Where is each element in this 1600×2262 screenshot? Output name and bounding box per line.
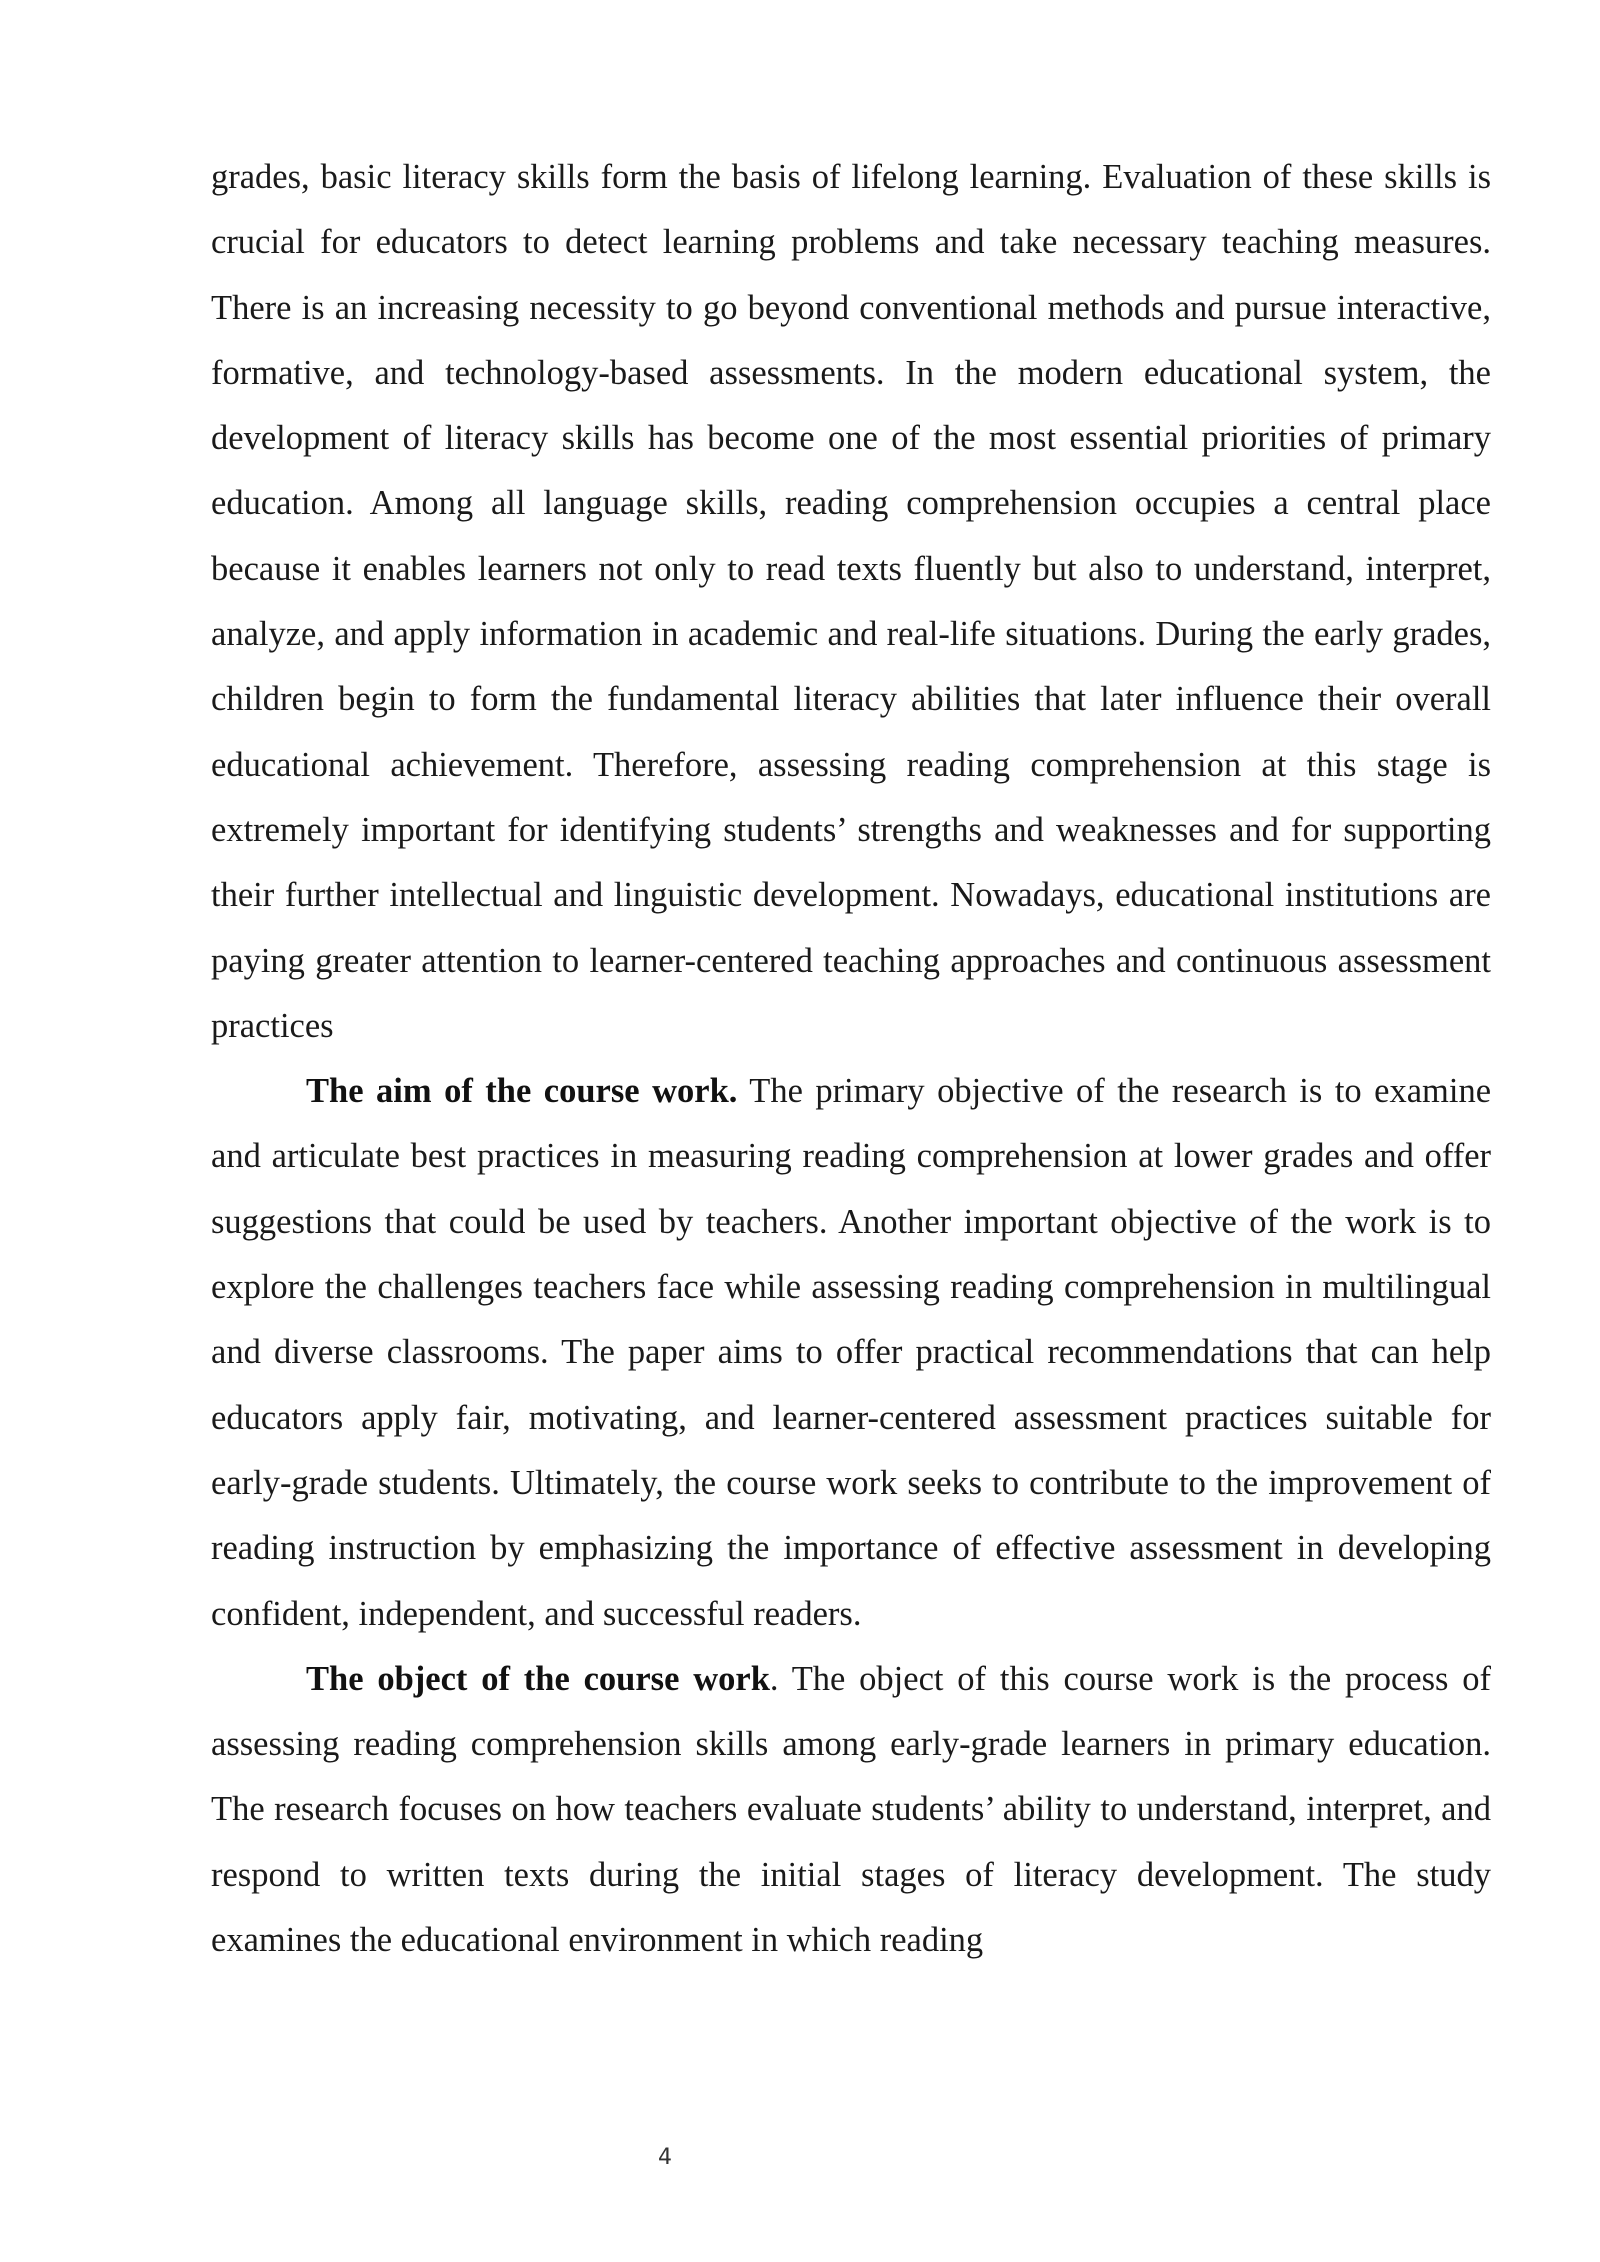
- body-text: [211, 145, 1491, 1973]
- aim-heading: The aim of the course work.: [306, 1072, 738, 1111]
- object-heading: The object of the course work: [306, 1659, 770, 1698]
- paragraph-text: grades, basic literacy skills form the basis of lifelong learning. Evaluation of these skills is crucial for educators to detect learning problems and take necessary teaching measures. There is an increasing necessity to go beyond conventional methods and pursue interactive, formative, and technology-based assessments. In the modern educational system, the development of literacy skills has become one of the most essential priorities of primary education. Among all language skills, reading comprehension occupies a central place because it enables learners not only to read texts fluently but also to understand, interpret, analyze, and apply information in academic and real-life situations. During the early grades, children begin to form the fundamental literacy abilities that later influence their overall educational achievement. Therefore, assessing reading comprehension at this stage is extremely important for identifying students’ strengths and weaknesses and for supporting their further intellectual and linguistic development. Nowadays, educational institutions are paying greater attention to learner-centered teaching approaches and continuous assessment practices: [211, 158, 1491, 1045]
- aim-text: The primary objective of the research is to examine and articulate best practices in measuring reading comprehension at lower grades and offer suggestions that could be used by teachers. Another important objective of the work is to explore the challenges teachers face while assessing reading comprehension in multilingual and diverse classrooms. The paper aims to offer practical recommendations that can help educators apply fair, motivating, and learner-centered assessment practices suitable for early-grade students. Ultimately, the course work seeks to contribute to the improvement of reading instruction by emphasizing the importance of effective assessment in developing confident, independent, and successful readers.: [211, 1072, 1492, 1633]
- page-number: 4: [658, 2145, 672, 2170]
- paragraph-aim: [211, 1059, 1491, 1647]
- paragraph-object: [211, 1647, 1491, 1973]
- object-text: . The object of this course work is the process of assessing reading comprehension skills among early-grade learners in primary education. The research focuses on how teachers evaluate students’ ability to understand, interpret, and respond to written texts during the initial stages of literacy development. The study examines the educational environment in which reading: [211, 1659, 1491, 1960]
- paragraph-intro-continuation: [211, 145, 1491, 1059]
